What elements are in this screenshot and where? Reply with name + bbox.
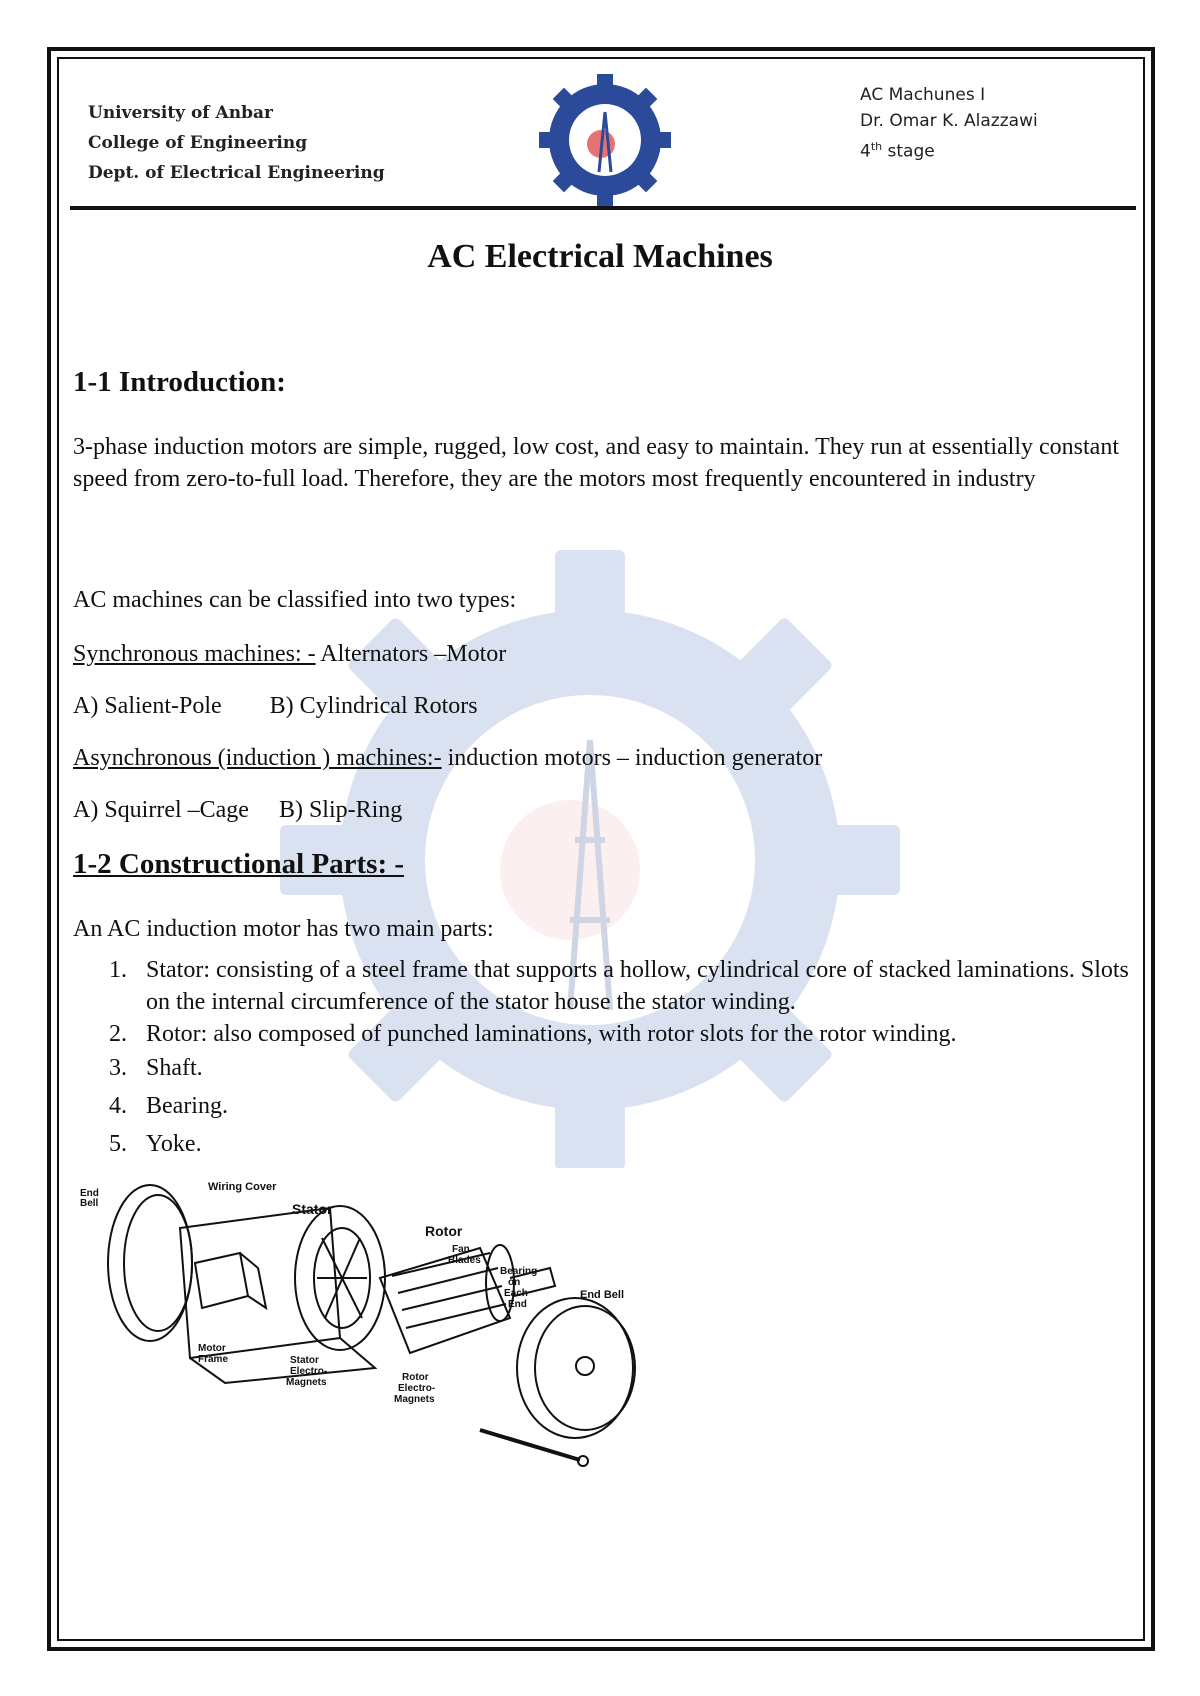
label-end-bell-left: End Bell xyxy=(80,1188,99,1209)
label-bearing: Bearing on Each End xyxy=(500,1266,538,1310)
department-logo-icon xyxy=(535,70,675,210)
course-name: AC Machunes I xyxy=(860,85,986,105)
synchronous-line: Synchronous machines: - Alternators –Motor xyxy=(73,641,507,667)
label-motor-frame: Motor Frame xyxy=(198,1343,229,1365)
author-name: Dr. Omar K. Alazzawi xyxy=(860,111,1038,131)
course-info-block xyxy=(860,82,1038,165)
end-bell-right-shape xyxy=(517,1298,635,1438)
header-divider xyxy=(70,206,1136,210)
label-rotor: Rotor xyxy=(425,1223,463,1239)
college-name: College of Engineering xyxy=(88,133,308,153)
section-heading-constructional-parts: 1-2 Constructional Parts: - xyxy=(73,848,405,880)
bolt-shape xyxy=(480,1430,580,1460)
synchronous-types: A) Salient-Pole B) Cylindrical Rotors xyxy=(73,693,478,719)
list-item: 5. Yoke. xyxy=(109,1131,202,1157)
institution-block xyxy=(88,98,385,188)
label-end-bell-right: End Bell xyxy=(580,1289,625,1301)
constructional-lead: An AC induction motor has two main parts: xyxy=(73,916,494,942)
list-item: 1. Stator: consisting of a steel frame that supports a hollow, cylindrical core of stacked laminations. Slots on the internal circumference of the stator house the stator winding. xyxy=(109,957,1129,1015)
list-item: 3. Shaft. xyxy=(109,1055,203,1081)
asynchronous-types: A) Squirrel –Cage B) Slip-Ring xyxy=(73,797,403,823)
university-name: University of Anbar xyxy=(88,103,273,123)
list-item: 2. Rotor: also composed of punched laminations, with rotor slots for the rotor winding. xyxy=(109,1021,957,1047)
parts-list xyxy=(73,954,1133,1160)
department-name: Dept. of Electrical Engineering xyxy=(88,163,385,183)
label-wiring-cover: Wiring Cover xyxy=(208,1181,277,1193)
list-item: 4. Bearing. xyxy=(109,1093,228,1119)
label-stator-magnets: Stator Electro-Magnets xyxy=(286,1355,328,1388)
wiring-cover-shape xyxy=(195,1253,266,1308)
intro-paragraph: 3-phase induction motors are simple, rugged, low cost, and easy to maintain. They run at essentially constant speed from zero-to-full load. Therefore, they are the motors most frequently encountered in industry xyxy=(73,434,1119,492)
section-heading-introduction: 1-1 Introduction: xyxy=(73,366,286,398)
induction-motor-exploded-diagram xyxy=(80,1168,695,1498)
asynchronous-line: Asynchronous (induction ) machines:- induction motors – induction generator xyxy=(73,745,823,771)
document-title: AC Electrical Machines xyxy=(427,238,773,275)
label-fan-blades: Fan Blades xyxy=(448,1244,481,1266)
stage-line: 4th stage xyxy=(860,140,935,162)
label-stator: Stator xyxy=(292,1201,333,1217)
figure-labels xyxy=(80,1181,624,1405)
label-rotor-magnets: Rotor Electro-Magnets xyxy=(394,1372,436,1405)
classification-line: AC machines can be classified into two types: xyxy=(73,587,517,613)
